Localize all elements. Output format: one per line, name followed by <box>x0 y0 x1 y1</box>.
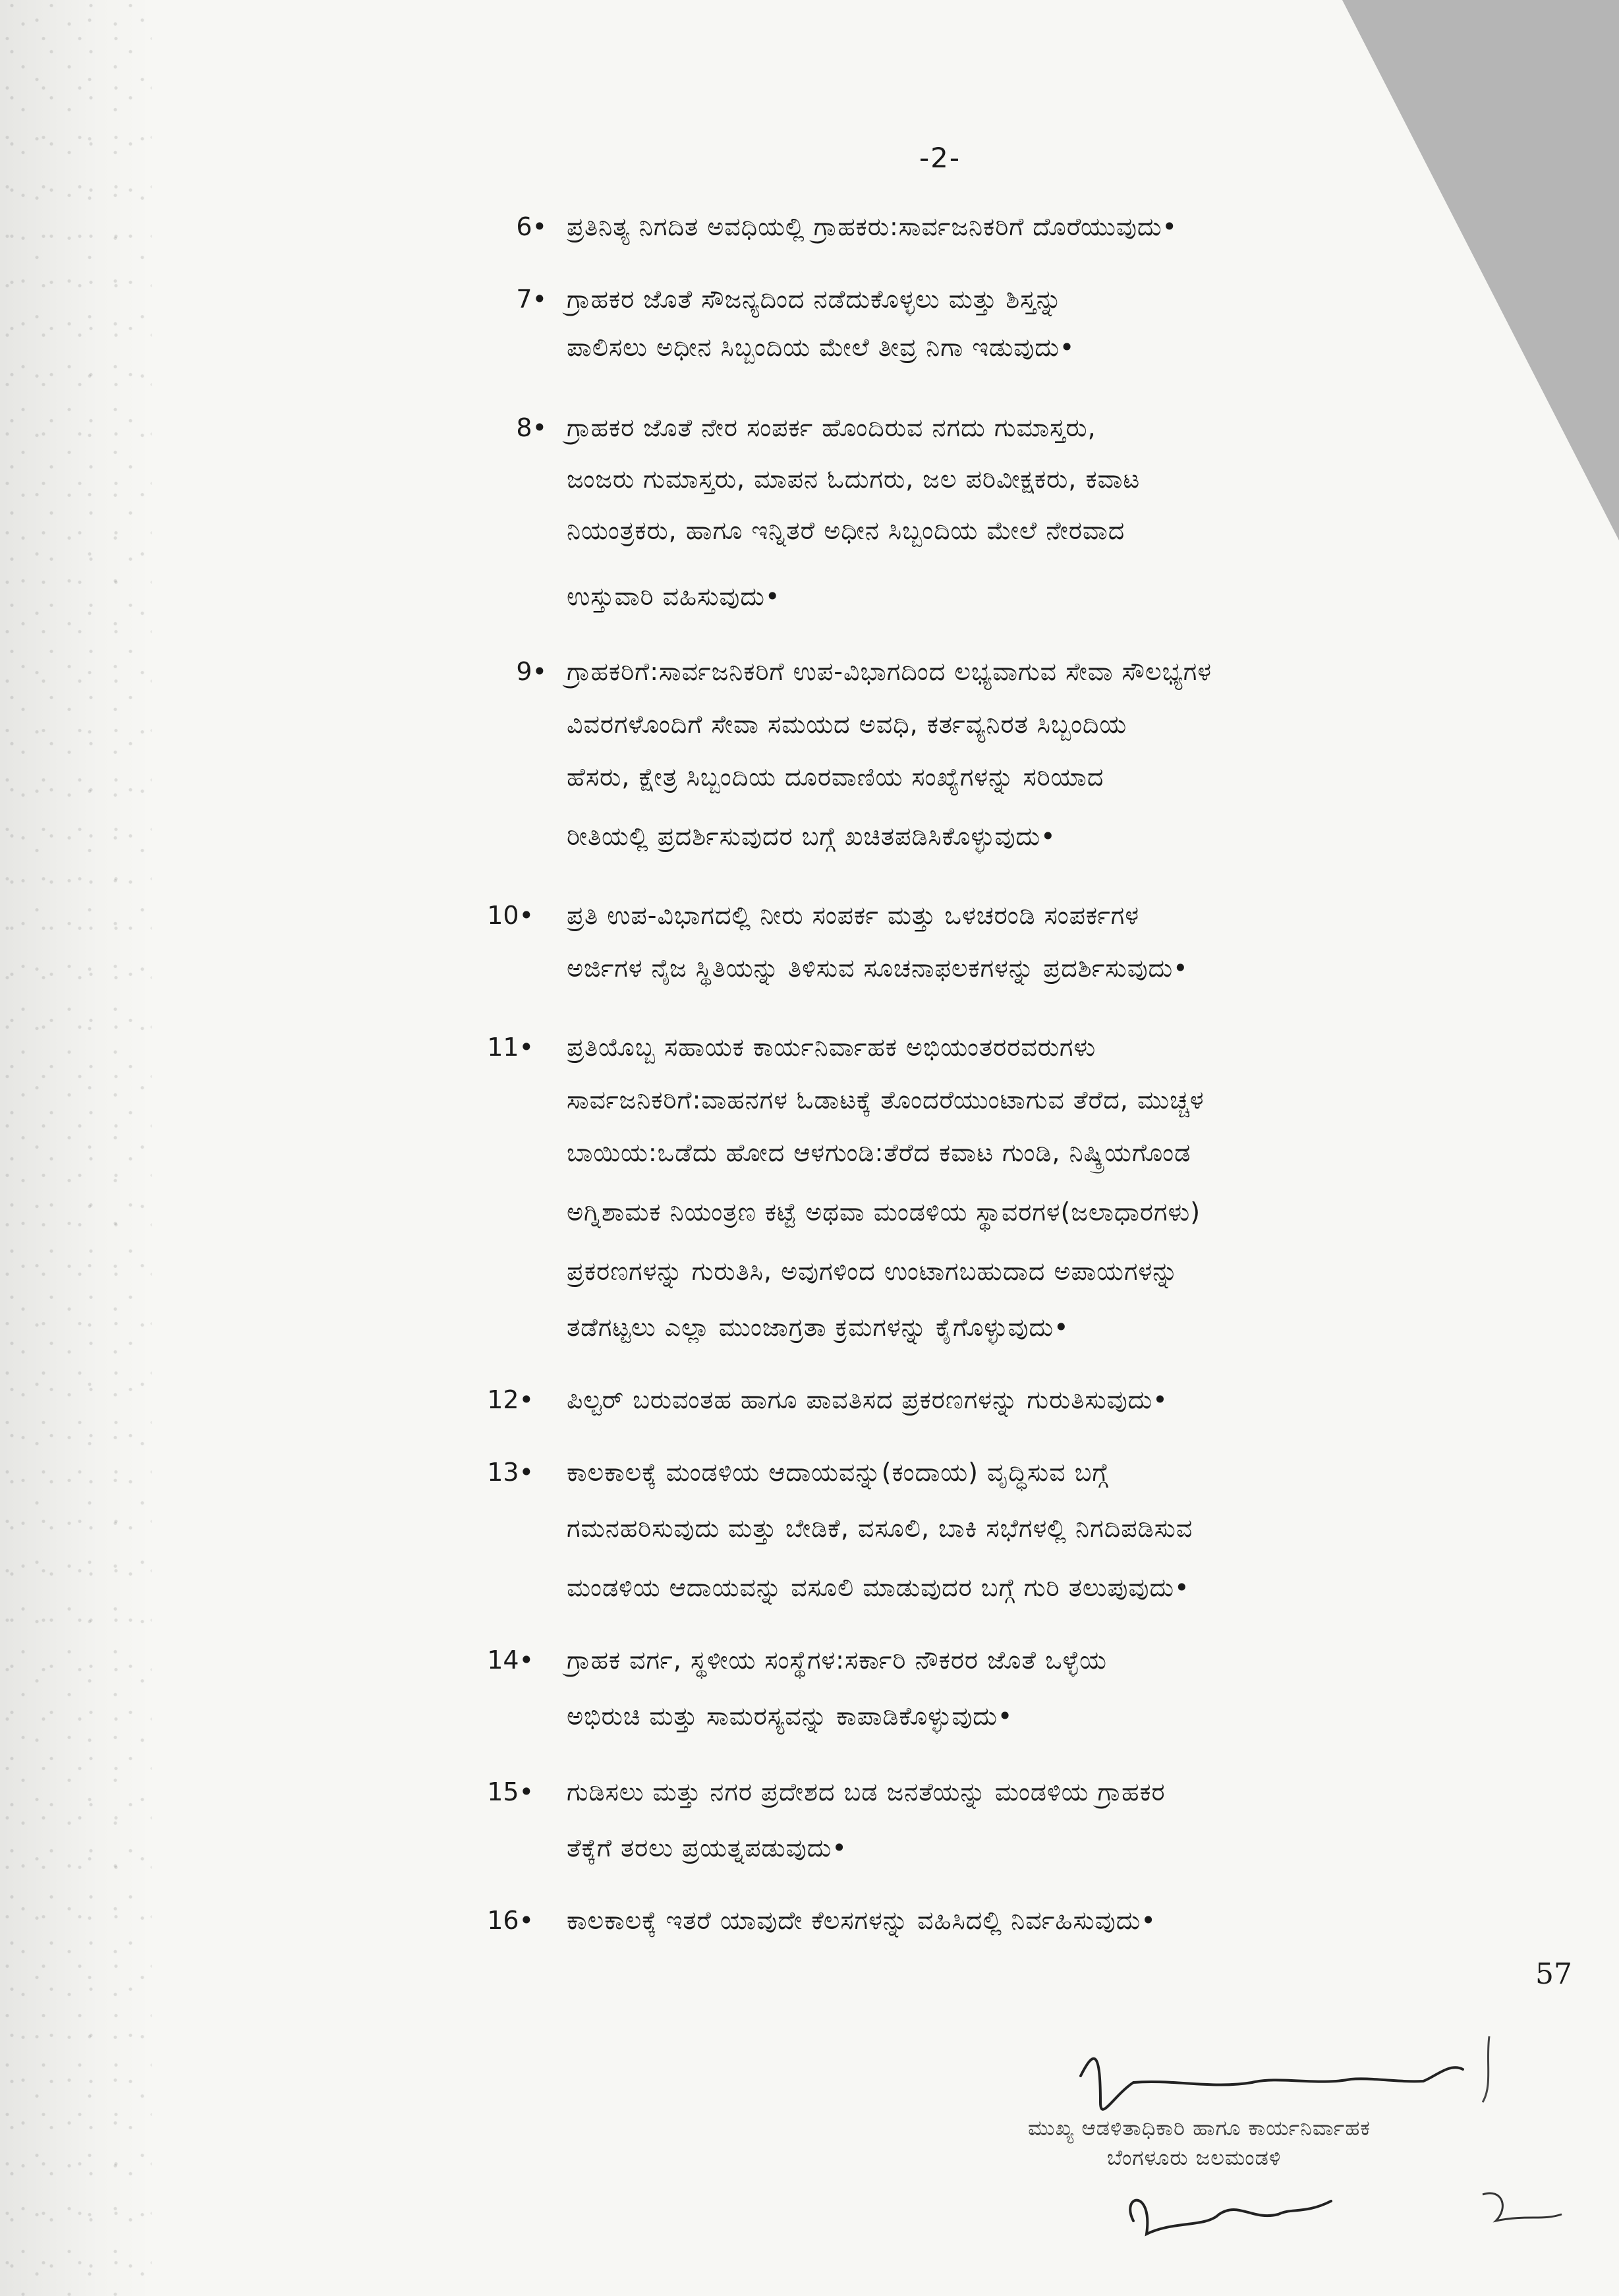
handwritten-page-mark: 57 <box>1535 1957 1572 1991</box>
item-line: ಪ್ರತಿಯೊಬ್ಬ ಸಹಾಯಕ ಕಾರ್ಯನಿರ್ವಾಹಕ ಅಭಿಯಂತರರವರುಗಳು <box>567 1033 1096 1062</box>
item-number: 14• <box>487 1646 534 1675</box>
signature-block <box>1002 2023 1595 2287</box>
item-line: ವಿವರಗಳೊಂದಿಗೆ ಸೇವಾ ಸಮಯದ ಅವಧಿ, ಕರ್ತವ್ಯನಿರತ ಸಿಬ್ಬಂದಿಯ <box>567 710 1127 739</box>
designation-line-2: ಬೆಂಗಳೂರು ಜಲಮಂಡಳಿ <box>1107 2145 1282 2170</box>
handwritten-signature-image <box>1002 2023 1595 2287</box>
item-line: ತಡೆಗಟ್ಟಲು ಎಲ್ಲಾ ಮುಂಜಾಗ್ರತಾ ಕ್ರಮಗಳನ್ನು ಕೈಗೊಳ್ಳುವುದು• <box>567 1313 1069 1342</box>
item-number: 16• <box>487 1906 534 1935</box>
page-number: -2- <box>919 142 961 174</box>
item-line: ಕಾಲಕಾಲಕ್ಕೆ ಇತರೆ ಯಾವುದೇ ಕೆಲಸಗಳನ್ನು ವಹಿಸಿದಲ್ಲಿ ನಿರ್ವಹಿಸುವುದು• <box>567 1906 1156 1935</box>
item-line: ಅರ್ಜಿಗಳ ನೈಜ ಸ್ಥಿತಿಯನ್ನು ತಿಳಿಸುವ ಸೂಚನಾಫಲಕಗಳನ್ನು ಪ್ರದರ್ಶಿಸುವುದು• <box>567 954 1189 983</box>
item-line: ಪಾಲಿಸಲು ಅಧೀನ ಸಿಬ್ಬಂದಿಯ ಮೇಲೆ ತೀವ್ರ ನಿಗಾ ಇಡುವುದು• <box>567 333 1075 362</box>
item-number: 12• <box>487 1385 534 1414</box>
item-number: 6• <box>516 212 547 241</box>
item-line: ಬಾಯಿಯ:ಒಡೆದು ಹೋದ ಆಳಗುಂಡಿ:ತೆರೆದ ಕವಾಟ ಗುಂಡಿ, ನಿಷ್ಕ್ರಿಯಗೊಂಡ <box>567 1138 1191 1167</box>
item-number: 8• <box>516 413 547 442</box>
scan-corner-shadow <box>1342 0 1619 540</box>
item-line: ಪ್ರತಿ ಉಪ-ವಿಭಾಗದಲ್ಲಿ ನೀರು ಸಂಪರ್ಕ ಮತ್ತು ಒಳಚರಂಡಿ ಸಂಪರ್ಕಗಳ <box>567 901 1139 930</box>
item-number: 7• <box>516 285 547 314</box>
item-line: ಅಗ್ನಿಶಾಮಕ ನಿಯಂತ್ರಣ ಕಟ್ಟೆ ಅಥವಾ ಮಂಡಳಿಯ ಸ್ಥಾವರಗಳ(ಜಲಾಧಾರಗಳು) <box>567 1197 1201 1226</box>
item-line: ಮಂಡಳಿಯ ಆದಾಯವನ್ನು ವಸೂಲಿ ಮಾಡುವುದರ ಬಗ್ಗೆ ಗುರಿ ತಲುಪುವುದು• <box>567 1573 1190 1602</box>
item-number: 11• <box>487 1033 534 1062</box>
item-line: ಗ್ರಾಹಕರ ಜೊತೆ ಸೌಜನ್ಯದಿಂದ ನಡೆದುಕೊಳ್ಳಲು ಮತ್ತು ಶಿಸ್ತನ್ನು <box>567 285 1062 314</box>
item-line: ಉಸ್ತುವಾರಿ ವಹಿಸುವುದು• <box>567 582 781 611</box>
item-line: ಪಿಲ್ಟರ್ ಬರುವಂತಹ ಹಾಗೂ ಪಾವತಿಸದ ಪ್ರಕರಣಗಳನ್ನು ಗುರುತಿಸುವುದು• <box>567 1385 1168 1414</box>
item-number: 15• <box>487 1777 534 1806</box>
item-line: ಕಾಲಕಾಲಕ್ಕೆ ಮಂಡಳಿಯ ಆದಾಯವನ್ನು(ಕಂದಾಯ) ವೃದ್ಧಿಸುವ ಬಗ್ಗೆ <box>567 1458 1109 1487</box>
scan-margin-shadow <box>0 0 152 2296</box>
item-line: ಗುಡಿಸಲು ಮತ್ತು ನಗರ ಪ್ರದೇಶದ ಬಡ ಜನತೆಯನ್ನು ಮಂಡಳಿಯ ಗ್ರಾಹಕರ <box>567 1777 1166 1806</box>
item-line: ಗ್ರಾಹಕರ ಜೊತೆ ನೇರ ಸಂಪರ್ಕ ಹೊಂದಿರುವ ನಗದು ಗುಮಾಸ್ತರು, <box>567 413 1096 442</box>
item-line: ರೀತಿಯಲ್ಲಿ ಪ್ರದರ್ಶಿಸುವುದರ ಬಗ್ಗೆ ಖಚಿತಪಡಿಸಿಕೊಳ್ಳುವುದು• <box>567 822 1056 851</box>
item-line: ನಿಯಂತ್ರಕರು, ಹಾಗೂ ಇನ್ನಿತರೆ ಅಧೀನ ಸಿಬ್ಬಂದಿಯ ಮೇಲೆ ನೇರವಾದ <box>567 516 1125 545</box>
item-line: ಗ್ರಾಹಕರಿಗೆ:ಸಾರ್ವಜನಿಕರಿಗೆ ಉಪ-ವಿಭಾಗದಿಂದ ಲಭ್ಯವಾಗುವ ಸೇವಾ ಸೌಲಭ್ಯಗಳ <box>567 657 1212 686</box>
item-number: 13• <box>487 1458 534 1487</box>
item-line: ಅಭಿರುಚಿ ಮತ್ತು ಸಾಮರಸ್ಯವನ್ನು ಕಾಪಾಡಿಕೊಳ್ಳುವುದು• <box>567 1702 1013 1731</box>
item-line: ತೆಕ್ಕೆಗೆ ತರಲು ಪ್ರಯತ್ನಪಡುವುದು• <box>567 1833 847 1862</box>
designation-line-1: ಮುಖ್ಯ ಆಡಳಿತಾಧಿಕಾರಿ ಹಾಗೂ ಕಾರ್ಯನಿರ್ವಾಹಕ <box>1028 2115 1371 2140</box>
item-line: ಜಂಜರು ಗುಮಾಸ್ತರು, ಮಾಪನ ಓದುಗರು, ಜಲ ಪರಿವೀಕ್ಷಕರು, ಕವಾಟ <box>567 465 1141 494</box>
item-line: ಪ್ರಕರಣಗಳನ್ನು ಗುರುತಿಸಿ, ಅವುಗಳಿಂದ ಉಂಟಾಗಬಹುದಾದ ಅಪಾಯಗಳನ್ನು <box>567 1257 1179 1286</box>
item-line: ಪ್ರತಿನಿತ್ಯ ನಿಗದಿತ ಅವಧಿಯಲ್ಲಿ ಗ್ರಾಹಕರು:ಸಾರ್ವಜನಿಕರಿಗೆ ದೊರೆಯುವುದು• <box>567 212 1178 241</box>
item-line: ಗ್ರಾಹಕ ವರ್ಗ, ಸ್ಥಳೀಯ ಸಂಸ್ಥೆಗಳ:ಸರ್ಕಾರಿ ನೌಕರರ ಜೊತೆ ಒಳ್ಳೆಯ <box>567 1646 1107 1675</box>
item-number: 9• <box>516 657 547 686</box>
item-line: ಸಾರ್ವಜನಿಕರಿಗೆ:ವಾಹನಗಳ ಓಡಾಟಕ್ಕೆ ತೊಂದರೆಯುಂಟಾಗುವ ತೆರೆದ, ಮುಚ್ಚಳ <box>567 1085 1205 1114</box>
item-number: 10• <box>487 901 534 930</box>
item-line: ಹೆಸರು, ಕ್ಷೇತ್ರ ಸಿಬ್ಬಂದಿಯ ದೂರವಾಣಿಯ ಸಂಖ್ಯೆಗಳನ್ನು ಸರಿಯಾದ <box>567 762 1104 791</box>
item-line: ಗಮನಹರಿಸುವುದು ಮತ್ತು ಬೇಡಿಕೆ, ವಸೂಲಿ, ಬಾಕಿ ಸಭೆಗಳಲ್ಲಿ ನಿಗದಿಪಡಿಸುವ <box>567 1514 1193 1543</box>
